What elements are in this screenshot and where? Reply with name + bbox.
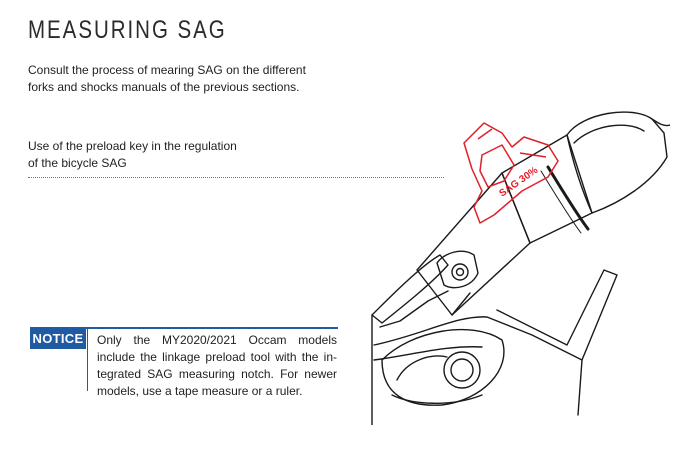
page-title: MEASURING SAG	[28, 16, 227, 44]
shock-body	[417, 173, 530, 315]
preload-key-tool	[464, 123, 558, 223]
shock-top-cap	[567, 112, 667, 213]
intro-paragraph: Consult the process of mearing SAG on the different forks and shocks manuals of the previous sections.	[28, 63, 306, 94]
preload-line-1: Use of the preload key in the regulation	[28, 139, 237, 153]
mount-bolt	[452, 264, 468, 280]
sag-mark-label: SAG 30%	[497, 164, 541, 200]
shock-with-preload-tool-illustration	[352, 95, 670, 425]
o-ring	[548, 167, 588, 229]
notice-badge: NOTICE	[30, 329, 86, 349]
frame-pivot-housing	[382, 330, 504, 406]
notice-side-rule	[87, 329, 88, 391]
notice-text: Only the MY2020/2021 Occam models include the linkage preload tool with the in-tegrated SAG measuring notch. For newer models, use a tape measure or a ruler.	[97, 333, 337, 398]
linkage-arm	[372, 255, 448, 323]
preload-paragraph	[28, 138, 328, 172]
preload-line-2: of the bicycle SAG	[28, 156, 127, 170]
